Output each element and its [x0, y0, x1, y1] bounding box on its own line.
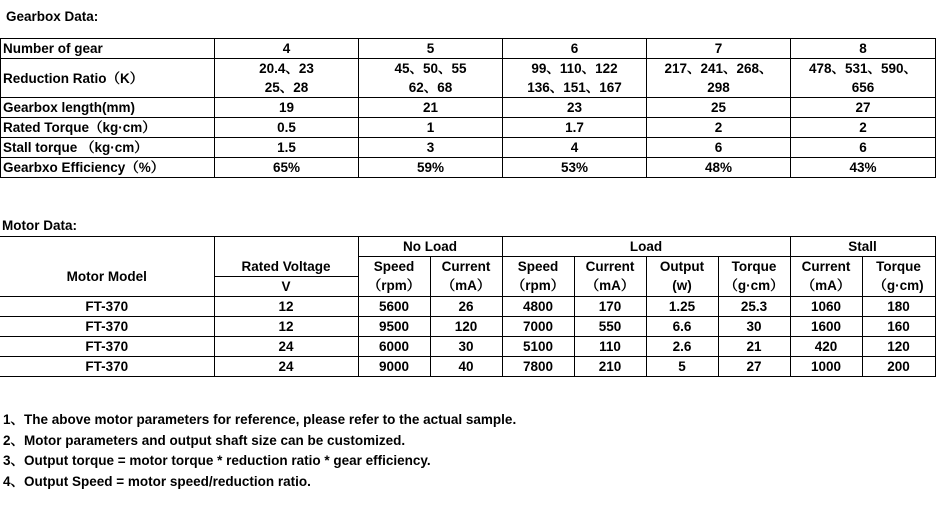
stall-torque-row: [1, 138, 936, 158]
value-cell: 30: [430, 336, 502, 356]
stall-torque-cell: 1.5: [215, 138, 359, 158]
length-row: [1, 98, 936, 118]
unit-cell: （mA）: [574, 276, 646, 296]
value-cell: 9500: [358, 316, 430, 336]
value-cell: 110: [574, 336, 646, 356]
rated-torque-cell: 1: [359, 118, 503, 138]
gearbox-title: Gearbox Data:: [6, 9, 99, 24]
torque-header: Torque: [718, 257, 790, 277]
ratio-cell: 99、110、122: [503, 59, 647, 79]
ratio-cell: 298: [647, 78, 791, 98]
value-cell: 550: [574, 316, 646, 336]
motor-model-header: Motor Model: [0, 257, 214, 297]
ratio-cell: 478、531、590、: [791, 59, 936, 79]
voltage-cell: 12: [214, 296, 358, 316]
row-label: Number of gear: [1, 39, 215, 59]
current-header: Current: [430, 257, 502, 277]
table-row: [0, 296, 935, 316]
value-cell: 5100: [502, 336, 574, 356]
gear-number-row: [1, 39, 936, 59]
gearbox-table: [0, 38, 936, 178]
note-item: 4、Output Speed = motor speed/reduction ratio.: [3, 473, 311, 489]
value-cell: 30: [718, 316, 790, 336]
unit-cell: （mA）: [430, 276, 502, 296]
value-cell: 6.6: [646, 316, 718, 336]
value-cell: 200: [862, 356, 935, 376]
length-cell: 25: [647, 98, 791, 118]
ratio-cell: 45、50、55: [359, 59, 503, 79]
value-cell: 210: [574, 356, 646, 376]
row-label: Reduction Ratio（K）: [1, 59, 215, 98]
note-item: 3、Output torque = motor torque * reduction ratio * gear efficiency.: [3, 453, 431, 468]
unit-cell: (w): [646, 276, 718, 296]
blank-cell: [0, 237, 214, 257]
row-label: Gearbox length(mm): [1, 98, 215, 118]
row-label: Rated Torque（kg·cm）: [1, 118, 215, 138]
ratio-cell: 217、241、268、: [647, 59, 791, 79]
stall-torque-cell: 6: [647, 138, 791, 158]
model-cell: FT-370: [0, 296, 214, 316]
value-cell: 170: [574, 296, 646, 316]
blank-cell: [214, 237, 358, 257]
value-cell: 420: [790, 336, 862, 356]
stall-header: Stall: [790, 237, 935, 257]
ratio-row-1: [1, 59, 936, 79]
gear-cell: 6: [503, 39, 647, 59]
model-cell: FT-370: [0, 316, 214, 336]
ratio-cell: 62、68: [359, 78, 503, 98]
value-cell: 7000: [502, 316, 574, 336]
gear-cell: 8: [791, 39, 936, 59]
note-item: 2、Motor parameters and output shaft size can be customized.: [3, 432, 406, 448]
length-cell: 27: [791, 98, 936, 118]
motor-header-row-2: [0, 257, 935, 277]
notes-list: [3, 410, 516, 492]
efficiency-cell: 48%: [647, 158, 791, 178]
unit-cell: （rpm）: [502, 276, 574, 296]
value-cell: 27: [718, 356, 790, 376]
unit-cell: （g·cm）: [718, 276, 790, 296]
value-cell: 26: [430, 296, 502, 316]
rated-torque-cell: 1.7: [503, 118, 647, 138]
row-label: Stall torque （kg·cm）: [1, 138, 215, 158]
current-header: Current: [574, 257, 646, 277]
model-cell: FT-370: [0, 356, 214, 376]
value-cell: 5600: [358, 296, 430, 316]
ratio-cell: 25、28: [215, 78, 359, 98]
torque-header: Torque: [862, 257, 935, 277]
rated-torque-row: [1, 118, 936, 138]
value-cell: 6000: [358, 336, 430, 356]
ratio-cell: 20.4、23: [215, 59, 359, 79]
value-cell: 1000: [790, 356, 862, 376]
value-cell: 2.6: [646, 336, 718, 356]
gear-cell: 4: [215, 39, 359, 59]
stall-torque-cell: 3: [359, 138, 503, 158]
unit-cell: （rpm）: [358, 276, 430, 296]
unit-cell: （g·cm): [862, 276, 935, 296]
rated-torque-cell: 2: [791, 118, 936, 138]
length-cell: 19: [215, 98, 359, 118]
efficiency-cell: 43%: [791, 158, 936, 178]
value-cell: 1.25: [646, 296, 718, 316]
value-cell: 9000: [358, 356, 430, 376]
voltage-cell: 24: [214, 356, 358, 376]
voltage-cell: 24: [214, 336, 358, 356]
value-cell: 7800: [502, 356, 574, 376]
stall-torque-cell: 4: [503, 138, 647, 158]
ratio-cell: 136、151、167: [503, 78, 647, 98]
row-label: Gearbxo Efficiency（%）: [1, 158, 215, 178]
value-cell: 1060: [790, 296, 862, 316]
value-cell: 25.3: [718, 296, 790, 316]
current-header: Current: [790, 257, 862, 277]
table-row: [0, 316, 935, 336]
value-cell: 160: [862, 316, 935, 336]
note-item: 1、The above motor parameters for reference, please refer to the actual sample.: [3, 412, 517, 427]
load-header: Load: [502, 237, 790, 257]
gear-cell: 7: [647, 39, 791, 59]
value-cell: 120: [862, 336, 935, 356]
motor-table: [0, 236, 936, 377]
voltage-cell: 12: [214, 316, 358, 336]
motor-header-row-1: [0, 237, 935, 257]
efficiency-row: [1, 158, 936, 178]
value-cell: 1600: [790, 316, 862, 336]
value-cell: 120: [430, 316, 502, 336]
speed-header: Speed: [502, 257, 574, 277]
rated-voltage-header: Rated Voltage: [214, 257, 358, 277]
rated-torque-cell: 2: [647, 118, 791, 138]
rated-torque-cell: 0.5: [215, 118, 359, 138]
speed-header: Speed: [358, 257, 430, 277]
value-cell: 5: [646, 356, 718, 376]
efficiency-cell: 65%: [215, 158, 359, 178]
gear-cell: 5: [359, 39, 503, 59]
value-cell: 40: [430, 356, 502, 376]
value-cell: 21: [718, 336, 790, 356]
unit-cell: （mA）: [790, 276, 862, 296]
stall-torque-cell: 6: [791, 138, 936, 158]
model-cell: FT-370: [0, 336, 214, 356]
no-load-header: No Load: [358, 237, 502, 257]
efficiency-cell: 59%: [359, 158, 503, 178]
output-header: Output: [646, 257, 718, 277]
value-cell: 180: [862, 296, 935, 316]
motor-title: Motor Data:: [2, 218, 77, 233]
value-cell: 4800: [502, 296, 574, 316]
table-row: [0, 336, 935, 356]
table-row: [0, 356, 935, 376]
length-cell: 21: [359, 98, 503, 118]
voltage-unit: V: [214, 276, 358, 296]
efficiency-cell: 53%: [503, 158, 647, 178]
ratio-cell: 656: [791, 78, 936, 98]
length-cell: 23: [503, 98, 647, 118]
